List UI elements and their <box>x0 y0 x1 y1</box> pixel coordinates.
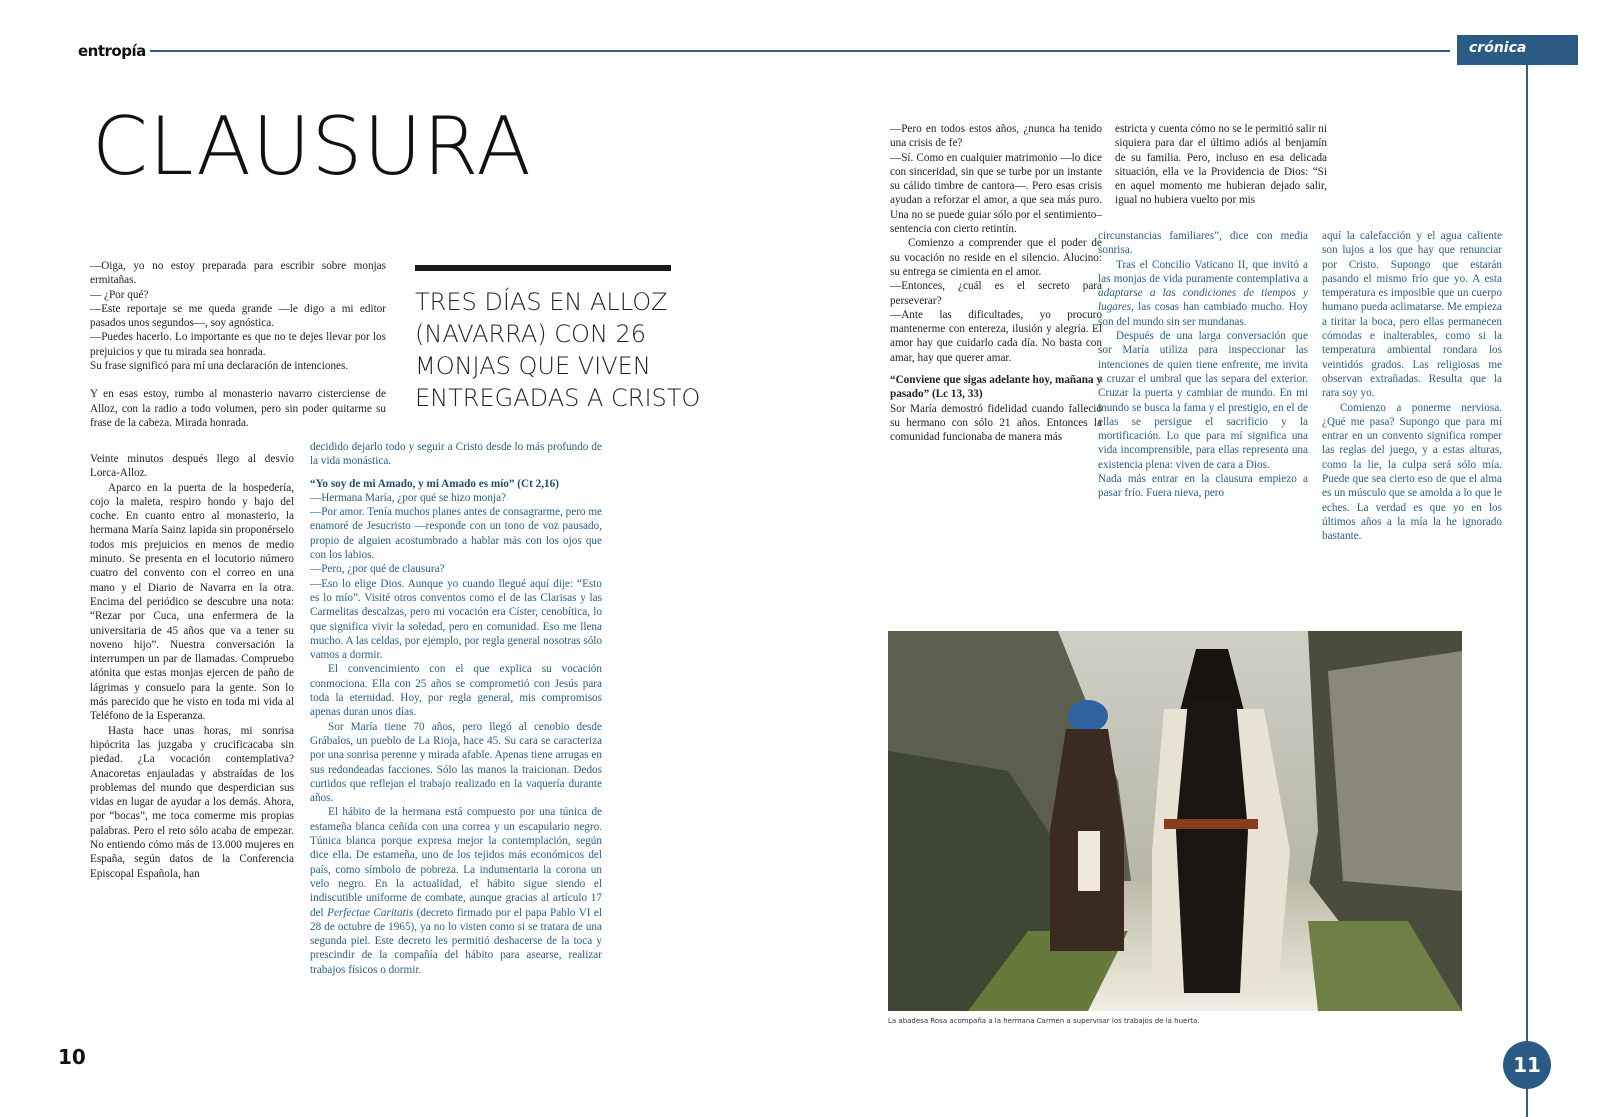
paragraph: —Ante las dificultades, yo procuro mantenerme con entereza, ilusión y alegría. El amor hay que cuidarlo cada día. No basta con amar, hay que querer amar. <box>890 308 1102 364</box>
page-number-left: 10 <box>58 1045 86 1069</box>
italic-title: Perfectae Caritatis <box>327 906 414 919</box>
article-photo <box>888 631 1462 1011</box>
paragraph: circunstancias familiares”, dice con media sonrisa. <box>1098 230 1308 257</box>
paragraph: —Pero en todos estos años, ¿nunca ha tenido una crisis de fe? <box>890 123 1102 150</box>
paragraph: Y en esas estoy, rumbo al monasterio navarro cisterciense de Alloz, con la radio a todo volumen, pero sin poder quitarme su frase de la cabeza. Mirada honrada. <box>90 388 386 429</box>
paragraph: decidido dejarlo todo y seguir a Cristo desde lo más profundo de la vida monástica. <box>310 441 602 468</box>
column-left-narrow <box>90 452 294 881</box>
paragraph: Sor María tiene 70 años, pero llegó al cenobio desde Grábalos, un pueblo de La Rioja, hace 45. Su cara se caracteriza por una sonrisa perenne y mirada afable. Apenas tiene arrugas en sus redondeadas facciones. Sólo las manos la traicionan. Dedos curtidos que reflejan el trabajo realizado en la vaquería durante años. <box>310 720 602 805</box>
text-run: Tras el Concilio Vaticano II, que invitó a las monjas de vida puramente contemplativa a <box>1098 258 1308 285</box>
section-heading: “Yo soy de mi Amado, y mi Amado es mío” (Ct 2,16) <box>310 477 559 490</box>
right-margin-rule <box>1526 65 1528 1117</box>
paragraph: —Este reportaje se me queda grande —le digo a mi editor pasados unos segundos—, soy agnóstica. <box>90 302 386 330</box>
paragraph: Comienzo a ponerme nerviosa. ¿Qué me pasa? Supongo que para mí entrar en un convento significa romper las reglas del juego, y a estas alturas, como la lie, la culpa será sólo mía. Puede que sea cierto eso de que el alma es un músculo que se amolda a lo que le eches. La verdad es que yo en los últimos años a la mía la he ignorado bastante. <box>1322 401 1502 543</box>
photo-caption: La abadesa Rosa acompaña a la hermana Carmen a supervisar los trabajos de la huerta. <box>888 1017 1200 1025</box>
section-tag: crónica <box>1457 35 1578 65</box>
article-headline: CLAUSURA <box>92 100 532 193</box>
paragraph: aquí la calefacción y el agua caliente son lujos a los que hay que renunciar por Cristo. Supongo que estarán pasando el mismo frío que yo. A esta temperatura es imposible que un cuerpo humano pueda aclimatarse. Me empieza a tiritar la boca, pero ellas permanecen cómodas e inalterables, como si la temperatura ambiental rondara los veintidós grados. Las religiosas me observan extrañadas. Resulta que la rara soy yo. <box>1322 230 1502 400</box>
paragraph: Hasta hace unas horas, mi sonrisa hipócrita las juzgaba y crucificacaba sin piedad. ¿La vocación contemplativa? Anacoretas enjauladas y abstraídas de los problemas del mundo que desperdician sus vidas en lugar de ayudar a los demás. Ahora, por “bocas”, me toca comerme mis propias palabras. Pero el reto sólo acaba de empezar. No entiendo cómo más de 13.000 mujeres en España, según datos de la Conferencia Episcopal Española, han <box>90 724 294 880</box>
paragraph: —Pero, ¿por qué de clausura? <box>310 563 445 576</box>
section-heading: “Conviene que sigas adelante hoy, mañana y pasado” (Lc 13, 33) <box>890 374 1102 401</box>
paragraph: Sor María demostró fidelidad cuando falleció su hermano con sólo 21 años. Entonces la comunidad funcionaba de manera más <box>890 402 1102 444</box>
paragraph <box>1098 258 1308 329</box>
column-right-mid-2 <box>1322 229 1502 544</box>
column-right-top-1 <box>890 122 1102 445</box>
column-center <box>310 440 602 977</box>
column-right-mid-1 <box>1098 229 1308 501</box>
column-right-top-2 <box>1115 122 1327 208</box>
paragraph: —Sí. Como en cualquier matrimonio —lo dice con sinceridad, sin que se turbe por un instante su cálido timbre de cantora—. Pero esas crisis ayudan a reforzar el amor, a que sea más puro. Una no se puede guiar sólo por el sentimiento– sentencia con cierto retintín. <box>890 151 1102 236</box>
paragraph: — ¿Por qué? <box>90 288 149 301</box>
text-run: El hábito de la hermana está compuesto por una túnica de estameña blanca ceñida con una correa y un escapulario negro. Túnica blanca porque expresa mejor la contemplación, según dice ella. De estameña, uno de los tejidos más económicos del país, como símbolo de pobreza. La indumentaria la corona un velo negro. En la actualidad, el hábito sigue siendo el indiscutible uniforme de combate, aunque gracias al artículo 17 del <box>310 806 602 919</box>
paragraph: Su frase significó para mí una declaración de intenciones. <box>90 360 349 373</box>
paragraph: —Eso lo elige Dios. Aunque yo cuando llegué aquí dije: “Esto es lo mío”. Visité otros conventos como el de las Clarisas y las Carmelitas descalzas, pero mi vocación era Císter, cenobítica, lo que significa vivir la soledad, pero en comunidad. Eso me llena mucho. A las celdas, por ejemplo, por regla general nosotras sólo vamos a dormir. <box>310 577 602 662</box>
paragraph: Comienzo a comprender que el poder de su vocación no reside en el silencio. Alucino: su entrega se cimienta en el amor. <box>890 237 1102 278</box>
page-number-right: 11 <box>1503 1041 1551 1089</box>
paragraph: El convencimiento con el que explica su vocación conmociona. Ella con 25 años se comprometió con Jesús para toda la eternidad. Hoy, por regla general, mis compromisos apenas duran unos días. <box>310 663 602 719</box>
paragraph: Nada más entrar en la clausura empiezo a pasar frío. Fuera nieva, pero <box>1098 473 1308 500</box>
paragraph: Aparco en la puerta de la hospedería, cojo la maleta, respiro hondo y bajo del coche. En cuanto entro al monasterio, la hermana María Sainz lapida sin proponérselo todos mis prejuicios en menos de medio minuto. Se presenta en el locutorio número cuatro del convento con el correo en una mano y el Diario de Navarra en la otra. Encima del periódico se descubre una nota: “Rezar por Cuca, una enfermera de la universitaria de 45 años que va a tener su noveno hijo”. Nuestra conversación la interrumpen un par de llamadas. Compruebo atónita que estas monjas ejercen de paño de lágrimas y consuelo para la gente. Son lo más parecido que he visto en toda mi vida al Teléfono de la Esperanza. <box>90 481 294 723</box>
paragraph: estricta y cuenta cómo no se le permitió salir ni siquiera para dar el último adiós al benjamín de su familia. Pero, incluso en esa delicada situación, ella ve la Providencia de Dios: “Si en aquel momento me hubieran dejado salir, igual no hubiera vuelto por mis <box>1115 123 1327 207</box>
column-intro <box>90 259 386 430</box>
text-run: (decreto firmado por el papa Pablo VI el 28 de octubre de 1965), ya no lo visten como si se tratara de una segunda piel. Este decreto les permitió deshacerse de la toca y prescindir de la compañía del hábito para asearse, realizar trabajos físicos o dormir. <box>310 906 603 976</box>
paragraph: —Por amor. Tenía muchos planes antes de consagrarme, pero me enamoré de Jesucristo —responde con un tono de voz pausado, propio de alguien acostumbrado a hablar más con los ojos que con los labios. <box>310 506 602 562</box>
subtitle-bar <box>415 265 671 271</box>
paragraph: —Entonces, ¿cuál es el secreto para perseverar? <box>890 280 1102 307</box>
paragraph: —Hermana María, ¿por qué se hizo monja? <box>310 491 507 504</box>
paragraph: Después de una larga conversación que sor María utiliza para inspeccionar las intenciones de quien tiene enfrente, me invita a cruzar el umbral que las separa del exterior. Cruzar la puerta y cambiar de mundo. En mi mundo se busca la fama y el prestigio, en el de ellas se persigue el sacrificio y la mortificación. Lo que para mí significa una vida incomprensible, para ellas representa una existencia plena: viven de cara a Dios. <box>1098 330 1308 471</box>
paragraph: Veinte minutos después llego al desvío Lorca-Alloz. <box>90 453 294 480</box>
paragraph: —Puedes hacerlo. Lo importante es que no te dejes llevar por los prejuicios y que tu mirada sea honrada. <box>90 331 386 358</box>
italic-quote: adaptarse a las condiciones de tiempos y lugares <box>1098 287 1308 314</box>
paragraph <box>310 805 602 977</box>
text-run: , las cosas han cambiado mucho. Hoy son del mundo sin ser mundanas. <box>1098 301 1308 328</box>
paragraph: —Oiga, yo no estoy preparada para escribir sobre monjas ermitañas. <box>90 260 386 287</box>
header-rule <box>150 50 1450 52</box>
magazine-brand: entropía <box>78 42 146 60</box>
nuns-walking-photo <box>888 631 1462 1011</box>
article-subtitle: TRES DÍAS EN ALLOZ (NAVARRA) CON 26 MONJAS QUE VIVEN ENTREGADAS A CRISTO <box>415 288 701 412</box>
